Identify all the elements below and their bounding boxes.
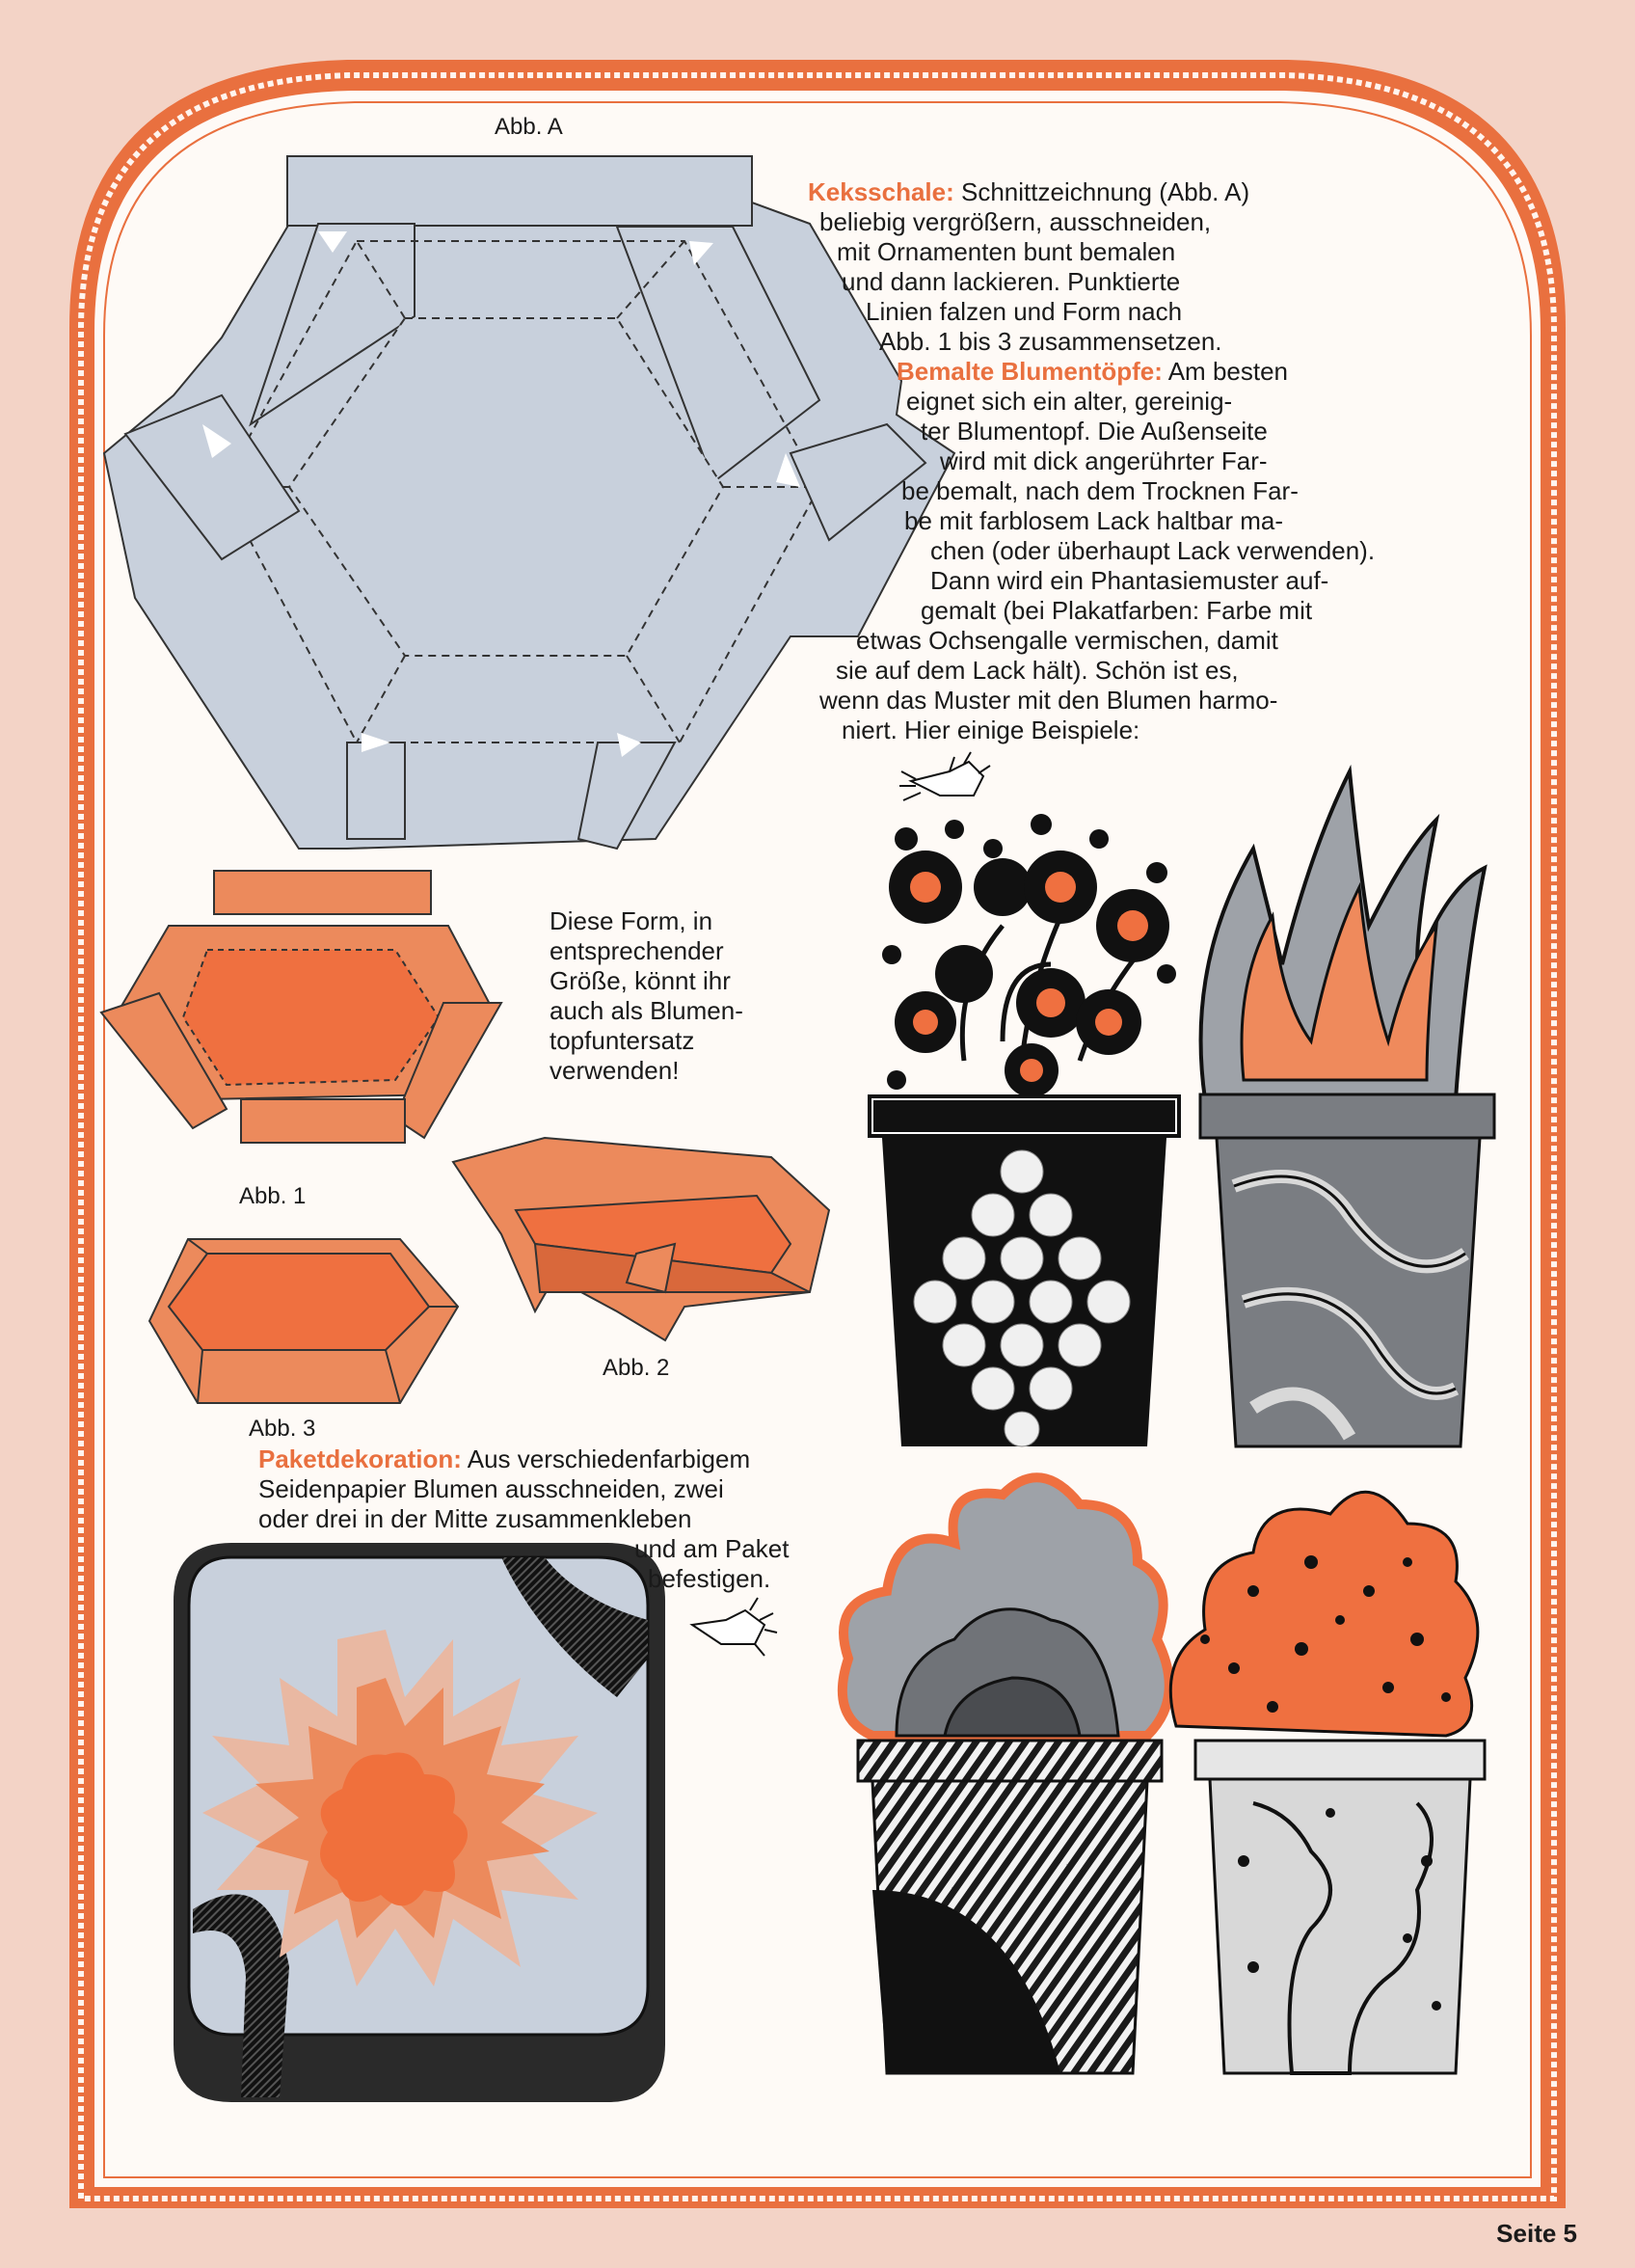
keksschale-line: beliebig vergrößern, ausschneiden, [819,207,1212,236]
keksschale-text [808,177,1249,207]
keksschale-line: Linien falzen und Form nach [866,297,1183,326]
paket-line: oder drei in der Mitte zusammenkleben [258,1504,692,1533]
gift-package [174,1543,665,2102]
blumentoepfe-line: chen (oder überhaupt Lack verwenden). [930,536,1376,565]
blumentoepfe-line: ter Blumentopf. Die Außenseite [921,417,1268,446]
paket-text [258,1444,750,1474]
orange-tray-abb-3 [149,1239,458,1403]
keksschale-line: Abb. 1 bis 3 zusammensetzen. [879,327,1222,356]
paket-line: Aus verschiedenfarbigem [467,1444,751,1473]
label-abb-1: Abb. 1 [239,1183,307,1209]
form-note-line: auch als Blumen- [549,996,743,1025]
blumentoepfe-line: wenn das Muster mit den Blumen harmo- [819,686,1278,715]
keksschale-line: mit Ornamenten bunt bemalen [837,237,1176,266]
blumentoepfe-line: eignet sich ein alter, gereinig- [906,387,1233,416]
keksschale-line: und dann lackieren. Punktierte [842,267,1181,296]
paket-line: Seidenpapier Blumen ausschneiden, zwei [258,1474,724,1503]
keksschale-heading: Keksschale: [808,177,954,206]
blumentoepfe-line: wird mit dick angerührter Far- [940,446,1268,475]
keksschale-line: Schnittzeichnung (Abb. A) [961,177,1250,206]
blumentoepfe-text [897,357,1288,387]
blumentoepfe-line: etwas Ochsengalle vermischen, damit [856,626,1278,655]
paket-line: und am Paket [634,1534,790,1563]
form-note-line: Größe, könnt ihr [549,966,731,995]
blumentoepfe-line: be mit farblosem Lack haltbar ma- [904,506,1284,535]
page-number: Seite 5 [1496,2219,1577,2248]
flower-pot-zebra [843,1477,1169,2073]
blumentoepfe-line: gemalt (bei Plakatfarben: Farbe mit [921,596,1313,625]
label-abb-2: Abb. 2 [603,1355,670,1381]
form-note-line: topfuntersatz [549,1026,695,1055]
blumentoepfe-line: be bemalt, nach dem Trocknen Far- [901,476,1299,505]
blumentoepfe-heading: Bemalte Blumentöpfe: [897,357,1163,386]
label-abb-a: Abb. A [495,114,563,140]
label-abb-3: Abb. 3 [249,1416,316,1442]
form-note-line: entsprechender [549,936,724,965]
paket-heading: Paketdekoration: [258,1444,462,1473]
blumentoepfe-line: niert. Hier einige Beispiele: [842,716,1140,744]
blumentoepfe-line: Am besten [1167,357,1289,386]
paket-line: befestigen. [648,1564,771,1593]
blumentoepfe-line: sie auf dem Lack hält). Schön ist es, [836,656,1239,685]
form-note-line: verwenden! [549,1056,680,1085]
form-note-line: Diese Form, in [549,906,713,935]
blumentoepfe-line: Dann wird ein Phantasiemuster auf- [930,566,1329,595]
